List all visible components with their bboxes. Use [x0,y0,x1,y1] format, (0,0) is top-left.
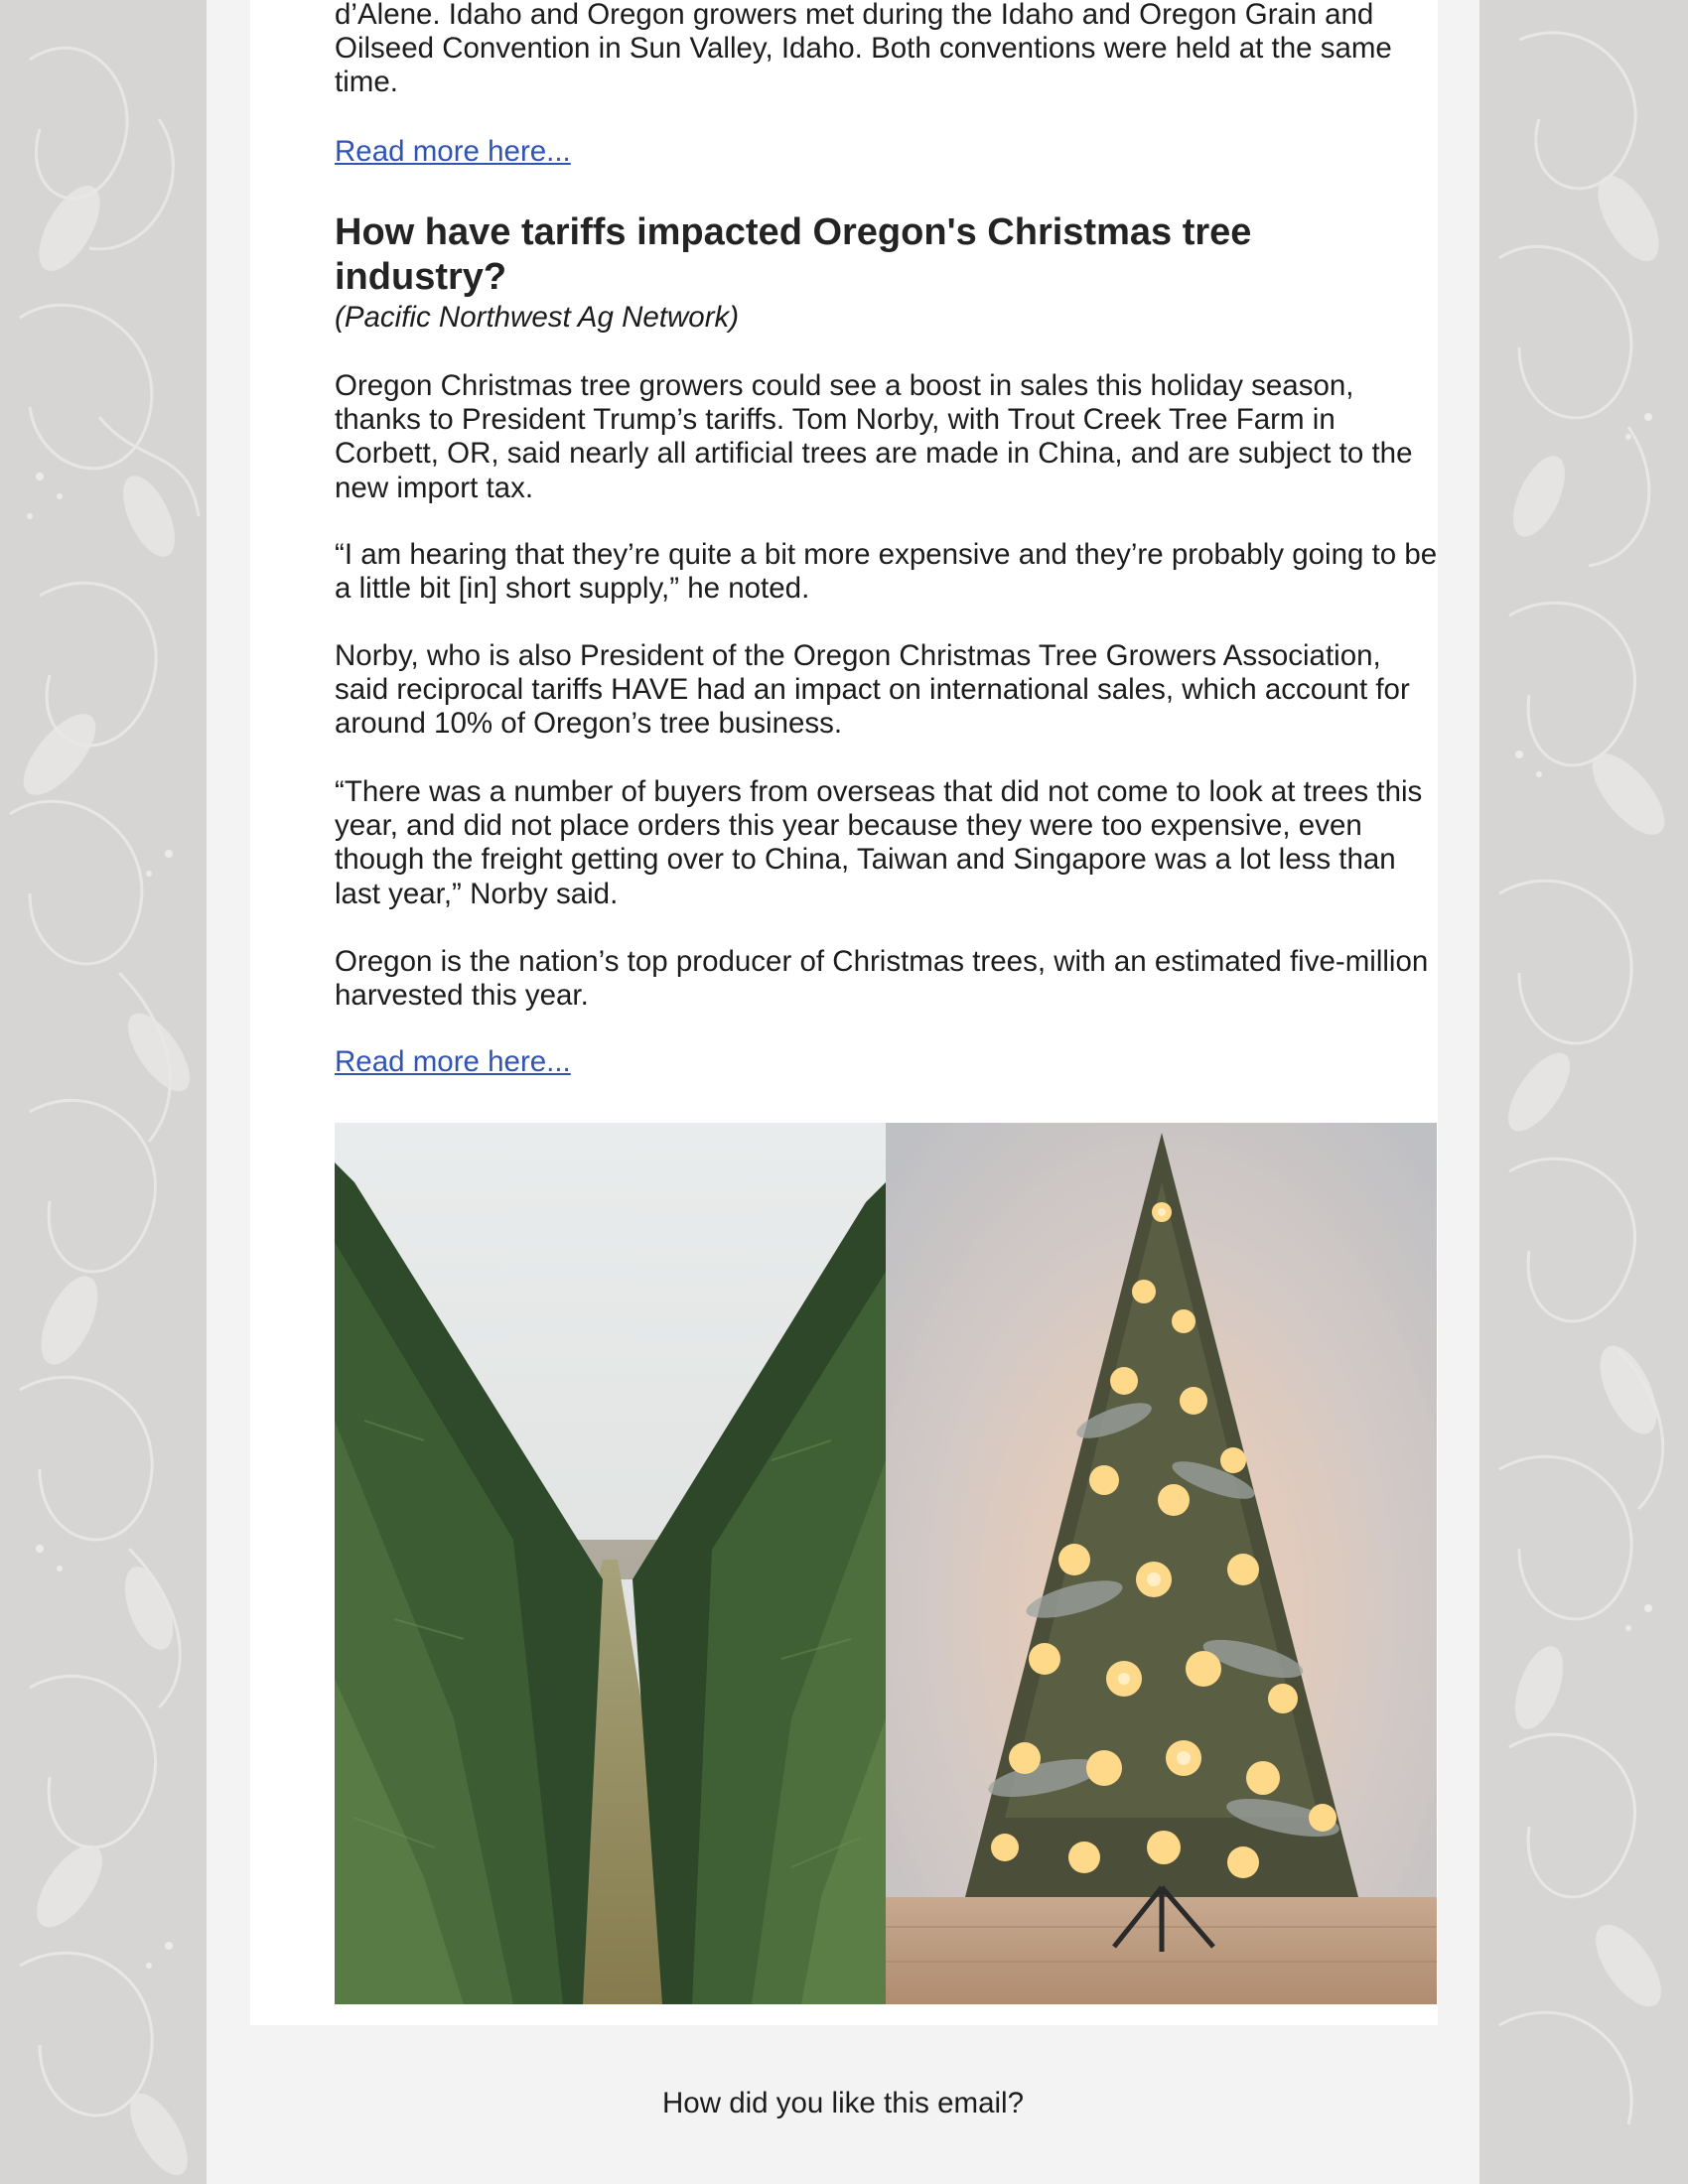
read-more-link[interactable]: Read more here... [335,135,571,168]
tree-farm-rows-photo [335,1123,886,2004]
email-body [207,0,1479,2184]
lit-tree-illustration [886,1123,1437,2004]
article-source: (Pacific Northwest Ag Network) [335,301,740,334]
newsletter-content-card [250,0,1438,2025]
article-quote-paragraph: “There was a number of buyers from overseas that did not come to look at trees this year, and did not place orders this year because they were too expensive, even though the freight getting over to China, Taiwan and Singapore was a lot less than last year,” Norby said. [335,775,1423,910]
article-paragraph: Norby, who is also President of the Oregon Christmas Tree Growers Association, said reciprocal tariffs HAVE had an impact on international sales, which account for around 10% of Oregon’s tree business. [335,639,1410,741]
tree-farm-illustration [335,1123,886,2004]
read-more-link[interactable]: Read more here... [335,1045,571,1078]
article-paragraph: Oregon is the nation’s top producer of Christmas trees, with an estimated five-million harvested this year. [335,945,1429,1013]
article-intro-paragraph: d’Alene. Idaho and Oregon growers met during the Idaho and Oregon Grain and Oilseed Convention in Sun Valley, Idaho. Both conventions were held at the same time. [335,0,1392,99]
right-decorative-pattern [1479,0,1688,2184]
article-paragraph: Oregon Christmas tree growers could see a boost in sales this holiday season, thanks to President Trump’s tariffs. Tom Norby, with Trout Creek Tree Farm in Corbett, OR, said nearly all artificial trees are made in China, and are subject to the new import tax. [335,369,1413,504]
feedback-prompt: How did you like this email? [662,2087,1024,2119]
christmas-tree-photo-collage [335,1123,1438,2004]
leaf-pattern-graphic [0,0,207,2184]
article-quote-paragraph: “I am hearing that they’re quite a bit more expensive and they’re probably going to be a little bit [in] short supply,” he noted. [335,538,1438,606]
article-title: How have tariffs impacted Oregon's Christmas tree industry? [335,211,1252,298]
leaf-pattern-graphic [1479,0,1688,2184]
left-decorative-pattern [0,0,207,2184]
lit-artificial-tree-photo [886,1123,1437,2004]
